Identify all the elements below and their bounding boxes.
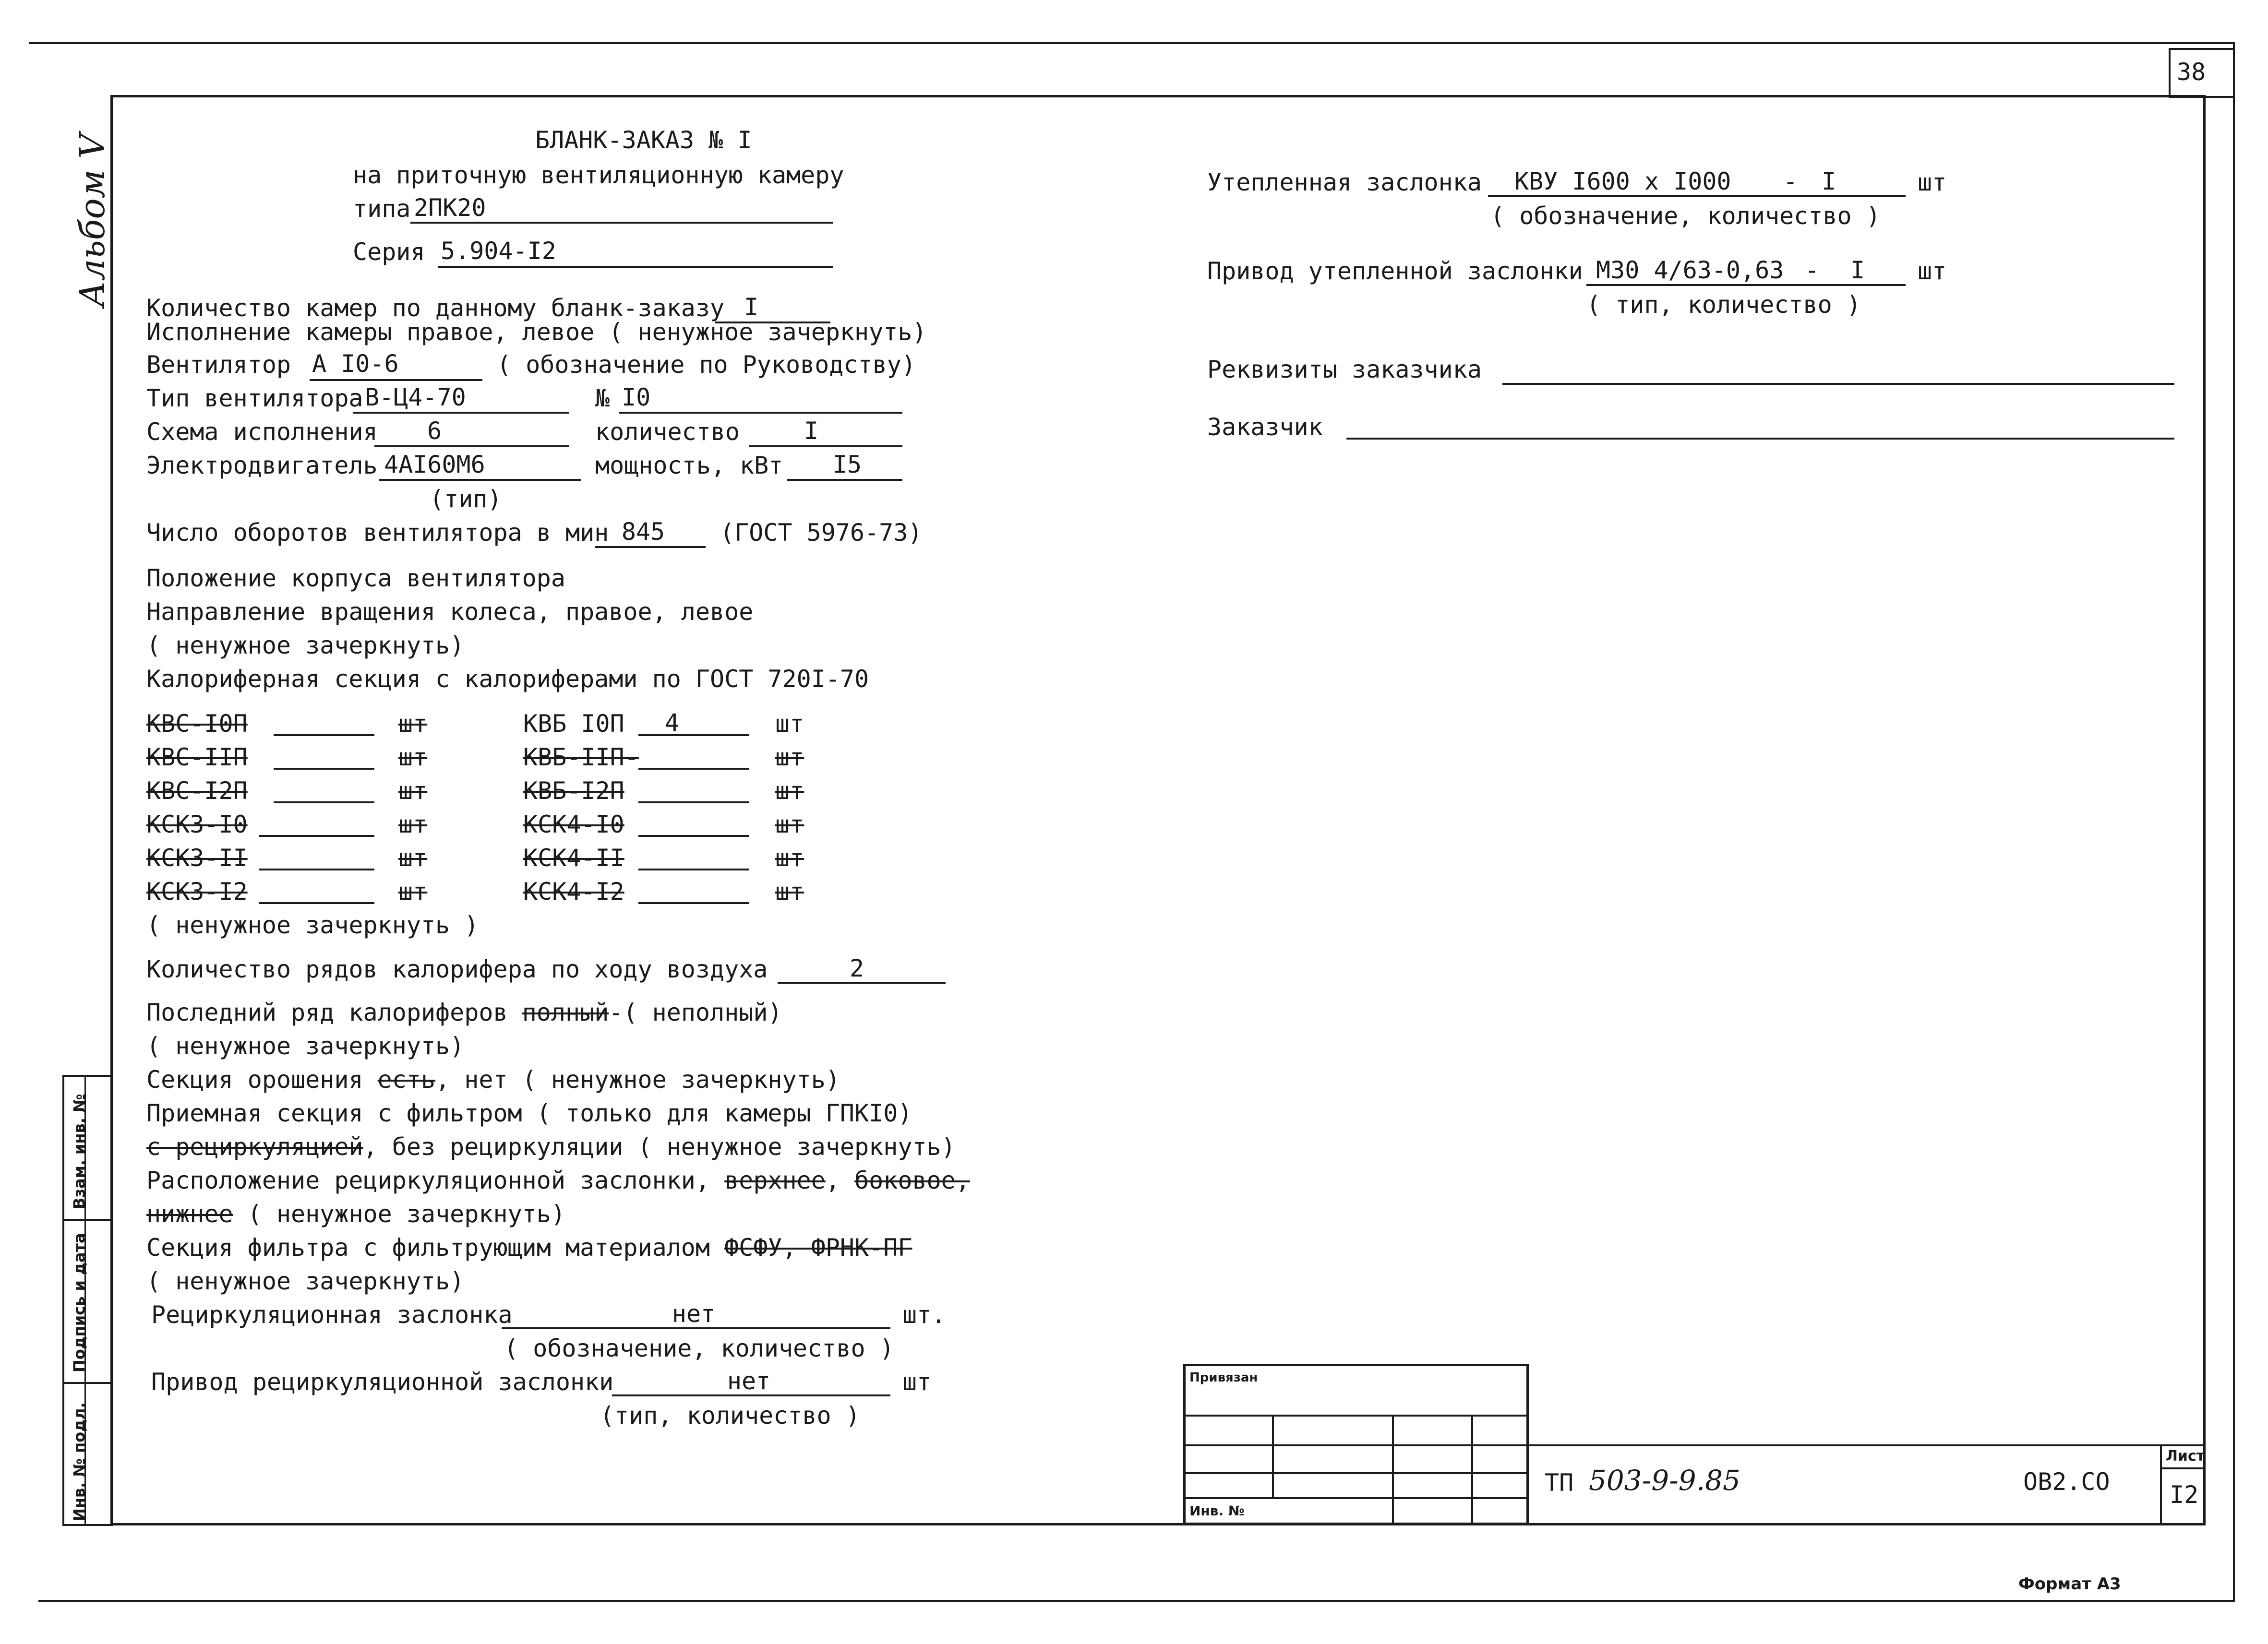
- tied-label: Привязан: [1189, 1370, 1258, 1385]
- recirc-damper-value: нет: [672, 1300, 716, 1328]
- ins-drive-value: М30 4/63-0,63: [1596, 256, 1784, 284]
- intake-line: Приемная секция с фильтром ( только для камеры ГПКI0): [146, 1099, 912, 1127]
- motor-value: 4AI60M6: [384, 451, 485, 478]
- execution-line: Исполнение камеры правое, левое ( ненужное зачеркнуть): [146, 318, 927, 346]
- last-row-full: полный: [522, 999, 609, 1026]
- fan-type-label: Тип вентилятора: [146, 384, 363, 412]
- requisites-line[interactable]: [1502, 383, 2174, 385]
- power-label: мощность, кВт: [595, 452, 783, 479]
- doc-code: 503-9-9.85: [1589, 1464, 1740, 1497]
- heater-right-value: 4: [664, 709, 680, 737]
- ins-damper-value: КВУ I600 x I000: [1514, 167, 1731, 195]
- rpm-value: 845: [621, 518, 665, 546]
- irrigation-rest: , нет ( ненужное зачеркнуть): [435, 1066, 840, 1094]
- format-label: Формат А3: [2018, 1574, 2121, 1594]
- heater-left-unit: шт: [398, 710, 428, 738]
- ins-damper-label: Утепленная заслонка: [1207, 168, 1482, 196]
- recirc-damper-unit: шт.: [902, 1301, 946, 1329]
- intake-option-line: [146, 1132, 956, 1161]
- intake-rest: , без рециркуляции ( ненужное зачеркнуть): [363, 1133, 956, 1161]
- intake-recirc: с рециркуляцией: [146, 1133, 363, 1161]
- damper-top: верхнее: [724, 1167, 826, 1194]
- heater-right-unit: шт: [775, 878, 804, 905]
- chambers-value: I: [744, 293, 759, 321]
- scheme-label: Схема исполнения: [146, 418, 378, 446]
- customer-label: Заказчик: [1207, 413, 1323, 441]
- type-label: типа: [353, 195, 411, 223]
- ins-damper-unit: шт: [1918, 168, 1947, 196]
- rotation-line: Направление вращения колеса, правое, левое: [146, 598, 754, 626]
- filter-struck: ФСФУ, ФРНК-ПГ: [724, 1234, 912, 1262]
- heater-left-name: КВС-I2П: [146, 777, 248, 805]
- type-value: 2ПК20: [414, 194, 486, 222]
- fan-no-value: I0: [622, 383, 651, 411]
- doc-mark: ОВ2.СО: [2023, 1468, 2110, 1496]
- heater-line: Калориферная секция с калориферами по ГОСТ 720I-70: [146, 665, 869, 693]
- heater-right-name: КСК4-I2: [523, 878, 624, 905]
- strike-note-3: ( ненужное зачеркнуть): [146, 1267, 465, 1295]
- recirc-damper-caption: ( обозначение, количество ): [504, 1334, 894, 1362]
- rpm-gost: (ГОСТ 5976-73): [720, 519, 923, 547]
- ins-drive-qty: I: [1850, 256, 1865, 284]
- heater-left-name: КВС-I0П: [146, 710, 248, 738]
- ins-damper-dash: -: [1783, 167, 1798, 195]
- irrigation-label: Секция орошения: [146, 1066, 363, 1094]
- series-label: Серия: [353, 238, 425, 266]
- scheme-value: 6: [427, 417, 442, 445]
- heater-right-name: КСК4-II: [523, 844, 624, 872]
- right-outer-line: [2233, 42, 2235, 1601]
- damper-bottom-line: [146, 1200, 565, 1228]
- form-subtitle: на приточную вентиляционную камеру: [353, 161, 844, 189]
- qty-value: I: [804, 417, 819, 445]
- frame-right: [2203, 95, 2206, 1525]
- ins-drive-caption: ( тип, количество ): [1586, 291, 1861, 319]
- damper-note: ( ненужное зачеркнуть): [247, 1200, 565, 1228]
- damper-side: боковое,: [854, 1167, 970, 1194]
- heater-right-unit: шт: [775, 844, 804, 872]
- heater-right-name: КСК4-I0: [523, 810, 624, 838]
- qty-label: количество: [595, 418, 740, 446]
- ins-damper-qty: I: [1821, 167, 1836, 195]
- damper-pos-line: Расположение рециркуляционной заслонки, верхнее, боковое,: [146, 1167, 970, 1194]
- filter-line: [146, 1233, 912, 1262]
- heater-left-unit: шт: [398, 878, 428, 905]
- motor-label: Электродвигатель: [146, 452, 378, 479]
- side-stamp-cell-sign: Подпись и дата: [70, 1233, 88, 1372]
- heater-right-unit: шт: [775, 710, 804, 738]
- rpm-label: Число оборотов вентилятора в мин: [146, 519, 609, 547]
- heater-left-unit: шт: [398, 743, 428, 771]
- ins-drive-dash: -: [1804, 256, 1820, 284]
- sheet-number: 38: [2177, 58, 2206, 86]
- sheet-value: I2: [2170, 1481, 2199, 1509]
- rows-value: 2: [849, 954, 864, 982]
- heater-left-unit: шт: [398, 810, 428, 838]
- recirc-drive-unit: шт: [902, 1368, 932, 1396]
- heater-right-name: КВБ-I2П: [523, 777, 624, 805]
- irrigation-yes: есть: [377, 1066, 436, 1094]
- heater-left-name: КСК3-I0: [146, 810, 248, 838]
- damper-pos-label: Расположение рециркуляционной заслонки,: [146, 1167, 710, 1194]
- last-row-partial: -( неполный): [609, 999, 782, 1026]
- heater-right-unit: шт: [775, 743, 804, 771]
- fan-type-value: В-Ц4-70: [365, 383, 466, 411]
- fan-label: Вентилятор: [146, 351, 291, 379]
- recirc-damper-label: Рециркуляционная заслонка: [151, 1301, 513, 1329]
- rows-label: Количество рядов калорифера по ходу воздуха: [146, 955, 768, 983]
- top-outer-line: [29, 42, 2234, 44]
- customer-line[interactable]: [1346, 438, 2174, 440]
- recirc-drive-value: нет: [727, 1367, 771, 1395]
- heater-right-unit: шт: [775, 810, 804, 838]
- heater-left-unit: шт: [398, 844, 428, 872]
- requisites-label: Реквизиты заказчика: [1207, 356, 1482, 383]
- ins-damper-caption: ( обозначение, количество ): [1490, 202, 1881, 230]
- inv-label: Инв. №: [1189, 1503, 1245, 1519]
- motor-caption: (тип): [430, 485, 502, 513]
- heater-right-unit: шт: [775, 777, 804, 805]
- chambers-label: Количество камер по данному бланк-заказу: [146, 294, 725, 322]
- damper-bottom: нижнее: [146, 1200, 233, 1228]
- heater-left-name: КСК3-I2: [146, 878, 248, 905]
- fan-no-label: №: [595, 384, 610, 412]
- fan-value: A I0-6: [312, 350, 399, 378]
- sheet-label: Лист: [2166, 1448, 2205, 1465]
- filter-label: Секция фильтра с фильтрующим материалом: [146, 1234, 710, 1262]
- irrigation-line: [146, 1065, 840, 1094]
- heater-right-name: КВБ I0П: [523, 710, 624, 738]
- heater-strike-note: ( ненужное зачеркнуть ): [146, 911, 479, 939]
- recirc-drive-caption: (тип, количество ): [600, 1402, 860, 1430]
- heater-left-name: КСК3-II: [146, 844, 248, 872]
- heater-left-name: КВС-IIП: [146, 743, 248, 771]
- position-line: Положение корпуса вентилятора: [146, 564, 565, 592]
- doc-prefix: ТП: [1545, 1469, 1574, 1497]
- last-row-line: [146, 998, 782, 1027]
- ins-drive-label: Привод утепленной заслонки: [1207, 257, 1583, 285]
- side-stamp-cell-replace: Взам. инв. №: [70, 1094, 88, 1209]
- strike-note-1: ( ненужное зачеркнуть): [146, 631, 465, 659]
- frame-bottom: [110, 1523, 2206, 1525]
- album-mark: Альбом V: [72, 133, 112, 307]
- strike-note-2: ( ненужное зачеркнуть): [146, 1032, 465, 1060]
- series-value: 5.904-I2: [441, 237, 556, 265]
- recirc-drive-label: Привод рециркуляционной заслонки: [151, 1368, 614, 1396]
- heater-left-unit: шт: [398, 777, 428, 805]
- power-value: I5: [832, 451, 862, 478]
- bottom-outer-line: [38, 1600, 2235, 1602]
- last-row-label: Последний ряд калориферов: [146, 999, 508, 1026]
- form-title: БЛАНК-ЗАКАЗ № I: [535, 126, 752, 154]
- fan-note: ( обозначение по Руководству): [497, 351, 916, 379]
- ins-drive-unit: шт: [1918, 257, 1947, 285]
- heater-right-name: КВБ-IIП-: [523, 743, 639, 771]
- side-stamp-cell-inv: Инв. № подл.: [70, 1402, 88, 1521]
- frame-top: [110, 95, 2206, 97]
